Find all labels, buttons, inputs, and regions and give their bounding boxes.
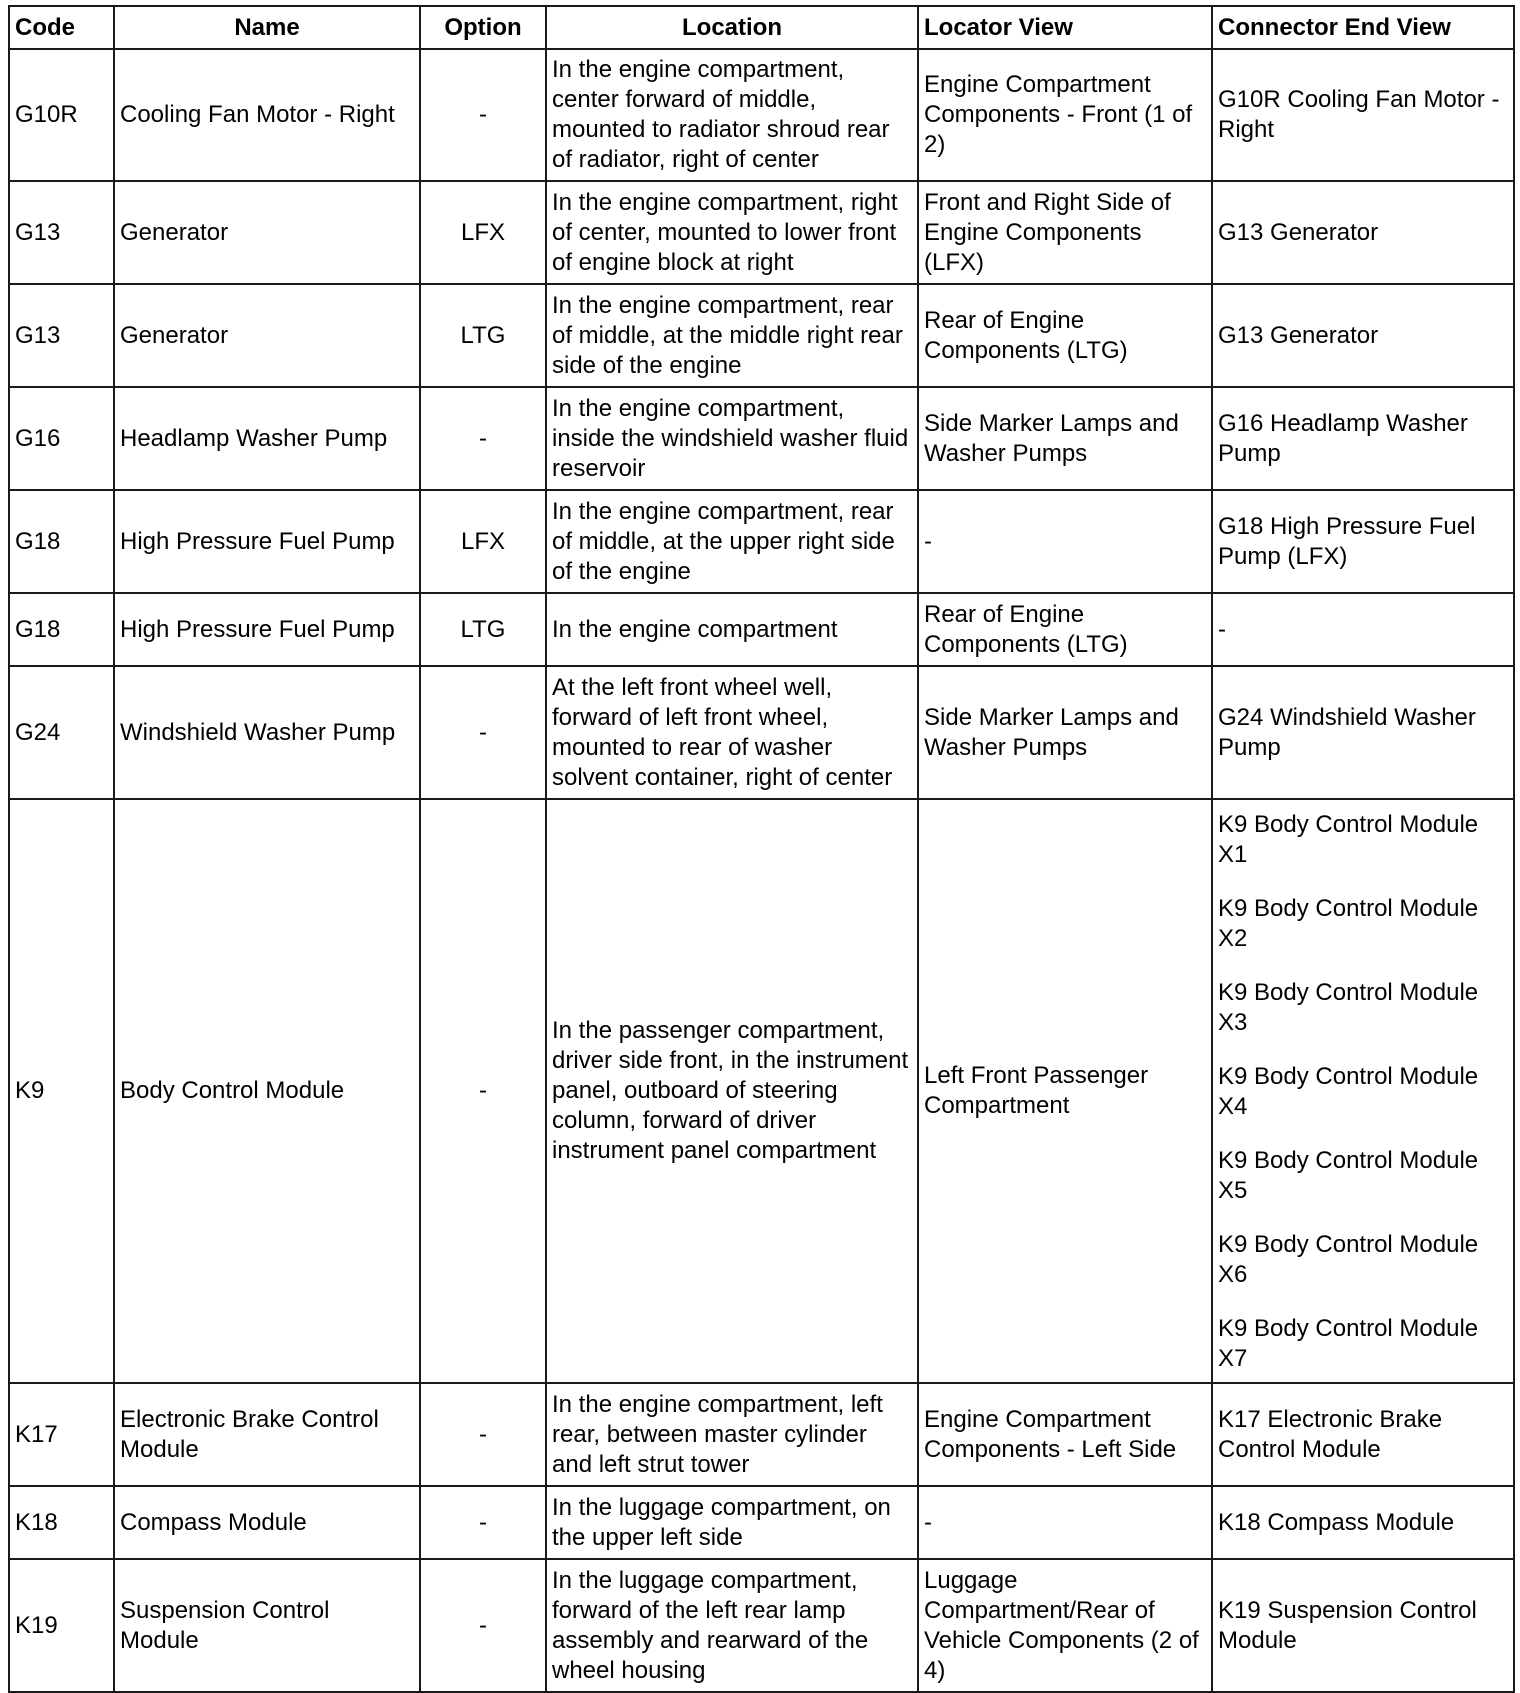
- cell-name: Electronic Brake Control Module: [114, 1383, 420, 1486]
- connector-item: K18 Compass Module: [1218, 1508, 1455, 1536]
- header-row: [9, 6, 1514, 49]
- cell-option: LTG: [420, 593, 546, 666]
- cell-locator-view: Front and Right Side of Engine Components (LFX): [918, 181, 1212, 284]
- header-connector-end-view: Connector End View: [1212, 6, 1514, 49]
- cell-connector-end-view: [1212, 1486, 1514, 1559]
- connector-item: G24 Windshield Washer Pump: [1218, 703, 1476, 761]
- cell-connector-end-view: [1212, 181, 1514, 284]
- table-row: [9, 1383, 1514, 1486]
- cell-code: G10R: [9, 49, 114, 181]
- cell-locator-view: Rear of Engine Components (LTG): [918, 593, 1212, 666]
- cell-locator-view: Side Marker Lamps and Washer Pumps: [918, 387, 1212, 490]
- connector-item: K9 Body Control Module X3: [1218, 979, 1479, 1036]
- cell-code: K9: [9, 799, 114, 1383]
- cell-location: In the luggage compartment, on the upper left side: [546, 1486, 918, 1559]
- connector-item: G18 High Pressure Fuel Pump (LFX): [1218, 512, 1476, 570]
- cell-location: In the engine compartment, left rear, between master cylinder and left strut tower: [546, 1383, 918, 1486]
- table-row: [9, 181, 1514, 284]
- cell-connector-end-view: [1212, 593, 1514, 666]
- cell-location: In the engine compartment, inside the windshield washer fluid reservoir: [546, 387, 918, 490]
- cell-code: K18: [9, 1486, 114, 1559]
- cell-locator-view: -: [918, 1486, 1212, 1559]
- cell-name: Generator: [114, 181, 420, 284]
- cell-connector-end-view: [1212, 49, 1514, 181]
- cell-connector-end-view: [1212, 799, 1514, 1383]
- cell-name: Body Control Module: [114, 799, 420, 1383]
- table-row: [9, 666, 1514, 799]
- cell-locator-view: Engine Compartment Components - Front (1 of 2): [918, 49, 1212, 181]
- table-row: [9, 490, 1514, 593]
- cell-connector-end-view: [1212, 1383, 1514, 1486]
- cell-code: G18: [9, 593, 114, 666]
- connector-item: K9 Body Control Module X4: [1218, 1063, 1479, 1120]
- cell-option: -: [420, 666, 546, 799]
- cell-code: G16: [9, 387, 114, 490]
- cell-locator-view: Engine Compartment Components - Left Side: [918, 1383, 1212, 1486]
- cell-connector-end-view: [1212, 490, 1514, 593]
- cell-connector-end-view: [1212, 387, 1514, 490]
- cell-name: Windshield Washer Pump: [114, 666, 420, 799]
- cell-code: K17: [9, 1383, 114, 1486]
- cell-locator-view: Rear of Engine Components (LTG): [918, 284, 1212, 387]
- cell-option: -: [420, 799, 546, 1383]
- cell-option: -: [420, 387, 546, 490]
- cell-location: In the engine compartment, rear of middle, at the upper right side of the engine: [546, 490, 918, 593]
- cell-option: -: [420, 1559, 546, 1692]
- header-location: Location: [546, 6, 918, 49]
- cell-option: LTG: [420, 284, 546, 387]
- cell-connector-end-view: [1212, 666, 1514, 799]
- table-row: [9, 387, 1514, 490]
- cell-code: G18: [9, 490, 114, 593]
- connector-item: K17 Electronic Brake Control Module: [1218, 1405, 1443, 1463]
- cell-code: G24: [9, 666, 114, 799]
- cell-locator-view: -: [918, 490, 1212, 593]
- table-row: [9, 593, 1514, 666]
- cell-option: -: [420, 1383, 546, 1486]
- cell-option: -: [420, 49, 546, 181]
- cell-location: In the engine compartment, center forward of middle, mounted to radiator shroud rear of radiator, right of center: [546, 49, 918, 181]
- header-name: Name: [114, 6, 420, 49]
- cell-location: In the luggage compartment, forward of the left rear lamp assembly and rearward of the wheel housing: [546, 1559, 918, 1692]
- cell-location: In the engine compartment, right of center, mounted to lower front of engine block at right: [546, 181, 918, 284]
- cell-name: Headlamp Washer Pump: [114, 387, 420, 490]
- cell-location: In the passenger compartment, driver side front, in the instrument panel, outboard of steering column, forward of driver instrument panel compartment: [546, 799, 918, 1383]
- connector-item: G10R Cooling Fan Motor - Right: [1218, 86, 1500, 143]
- cell-location: In the engine compartment: [546, 593, 918, 666]
- connector-item: G16 Headlamp Washer Pump: [1218, 409, 1468, 467]
- cell-location: In the engine compartment, rear of middle, at the middle right rear side of the engine: [546, 284, 918, 387]
- connector-item: K9 Body Control Module X5: [1218, 1147, 1479, 1204]
- cell-option: LFX: [420, 181, 546, 284]
- cell-connector-end-view: [1212, 1559, 1514, 1692]
- component-location-table: [8, 5, 1515, 1693]
- cell-connector-end-view: [1212, 284, 1514, 387]
- cell-location: At the left front wheel well, forward of left front wheel, mounted to rear of washer solvent container, right of center: [546, 666, 918, 799]
- table-row: [9, 284, 1514, 387]
- header-locator-view: Locator View: [918, 6, 1212, 49]
- cell-option: -: [420, 1486, 546, 1559]
- cell-locator-view: Side Marker Lamps and Washer Pumps: [918, 666, 1212, 799]
- cell-locator-view: Left Front Passenger Compartment: [918, 799, 1212, 1383]
- connector-item: K9 Body Control Module X2: [1218, 895, 1479, 952]
- cell-name: High Pressure Fuel Pump: [114, 593, 420, 666]
- cell-name: Cooling Fan Motor - Right: [114, 49, 420, 181]
- cell-name: Suspension Control Module: [114, 1559, 420, 1692]
- cell-code: K19: [9, 1559, 114, 1692]
- header-code: Code: [9, 6, 114, 49]
- connector-item: K19 Suspension Control Module: [1218, 1596, 1477, 1654]
- cell-locator-view: Luggage Compartment/Rear of Vehicle Components (2 of 4): [918, 1559, 1212, 1692]
- cell-code: G13: [9, 284, 114, 387]
- connector-list: [1218, 810, 1508, 1374]
- table-row: [9, 799, 1514, 1383]
- connector-item: K9 Body Control Module X1: [1218, 811, 1479, 868]
- connector-item: G13 Generator: [1218, 218, 1379, 246]
- table-body: [9, 49, 1514, 1692]
- cell-name: Generator: [114, 284, 420, 387]
- table-row: [9, 1559, 1514, 1692]
- cell-code: G13: [9, 181, 114, 284]
- connector-item: -: [1218, 615, 1226, 643]
- table-row: [9, 49, 1514, 181]
- table-row: [9, 1486, 1514, 1559]
- cell-option: LFX: [420, 490, 546, 593]
- header-option: Option: [420, 6, 546, 49]
- connector-item: G13 Generator: [1218, 321, 1379, 349]
- cell-name: Compass Module: [114, 1486, 420, 1559]
- cell-name: High Pressure Fuel Pump: [114, 490, 420, 593]
- connector-item: K9 Body Control Module X7: [1218, 1315, 1479, 1372]
- connector-item: K9 Body Control Module X6: [1218, 1231, 1479, 1288]
